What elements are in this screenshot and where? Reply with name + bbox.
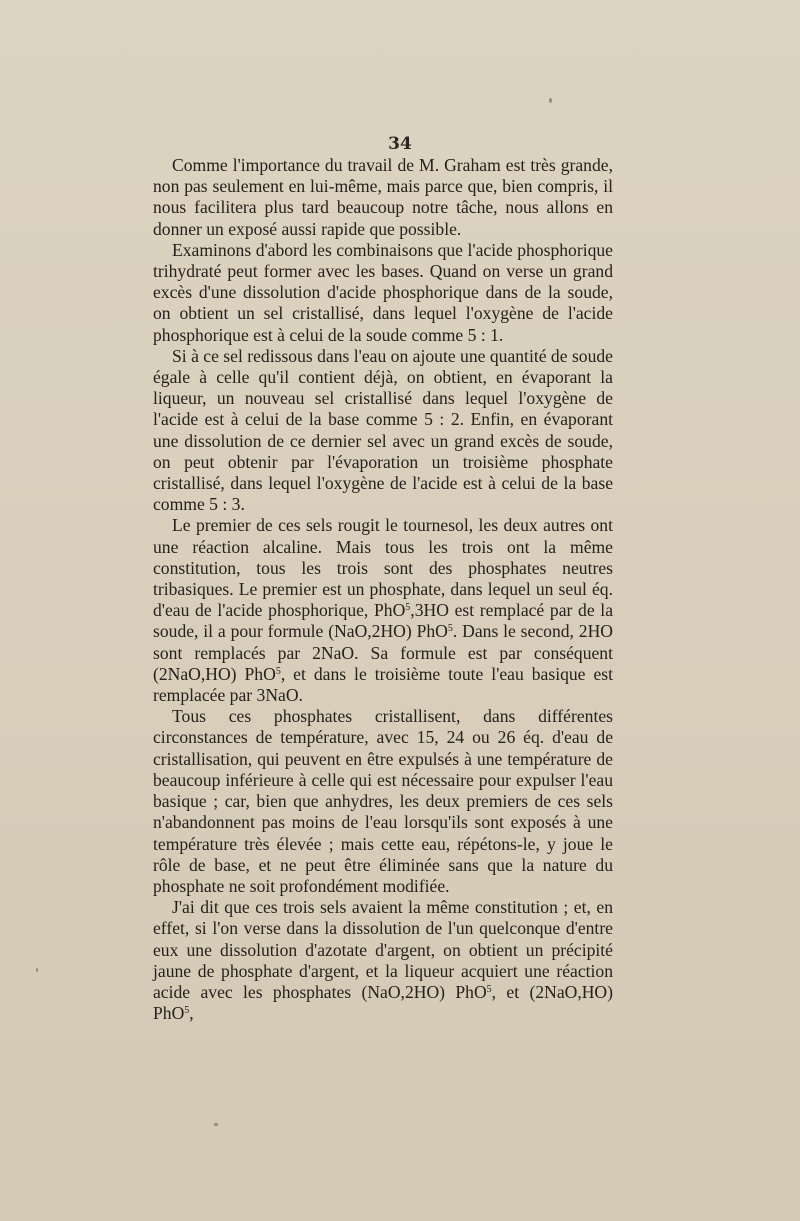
paper-speck — [549, 98, 552, 103]
paragraph-4: Le premier de ces sels rougit le tournesol, les deux autres ont une réaction alcaline. Mais tous les trois ont la même constitution, tous les trois sont des phosphates neutres tribasiques. Le premier est un phosphate, dans lequel un seul éq. d'eau de l'acide phosphorique, PhO$^5$,3HO est remplacé par de la soude, il a pour formule (NaO,2HO) PhO$^5$. Dans le second, 2HO sont remplacés par 2NaO. Sa formule est par conséquent (2NaO,HO) PhO$^5$, et dans le troisième toute l'eau basique est remplacée par 3NaO. — [153, 515, 614, 706]
paragraph-6: J'ai dit que ces trois sels avaient la même constitution ; et, en effet, si l'on verse dans la dissolution de l'un quelconque d'entre eux une dissolution d'azotate d'argent, on obtient un précipité jaune de phosphate d'argent, et la liqueur acquiert une réaction acide avec les phosphates (NaO,2HO) PhO$^5$, et (2NaO,HO) PhO$^5$, — [153, 897, 613, 1024]
paper-speck — [36, 968, 38, 972]
superscript: 5 — [275, 665, 281, 677]
paragraph-1: Comme l'importance du travail de M. Graham est très grande, non pas seulement en lui-même, mais parce que, bien compris, il nous facilitera plus tard beaucoup notre tâche, nous allons en donner un exposé aussi rapide que possible. — [153, 155, 613, 239]
page-number: 34 — [388, 134, 412, 154]
paragraph-2: Examinons d'abord les combinaisons que l'acide phosphorique trihydraté peut former avec les bases. Quand on verse un grand excès d'une dissolution d'acide phosphorique dans de la soude, on obtient un sel cristallisé, dans lequel l'oxygène de l'acide phosphorique est à celui de la soude comme 5 : 1. — [153, 239, 613, 345]
body-text — [153, 155, 613, 1024]
superscript: 5 — [486, 983, 492, 995]
superscript: 5 — [447, 623, 453, 635]
superscript: 5 — [184, 1005, 190, 1017]
paragraph-5: Tous ces phosphates cristallisent, dans différentes circonstances de température, avec 15, 24 ou 26 éq. d'eau de cristallisation, qui peuvent en être expulsés à une température de beaucoup inférieure à celle qui est nécessaire pour expulser l'eau basique ; car, bien que anhydres, les deux premiers de ces sels n'abandonnent pas moins de l'eau lorsqu'ils sont exposés à une température très élevée ; mais cette eau, répétons-le, y joue le rôle de base, et ne peut être éliminée sans que la nature du phosphate ne soit profondément modifiée. — [153, 706, 613, 896]
paragraph-3: Si à ce sel redissous dans l'eau on ajoute une quantité de soude égale à celle qu'il contient déjà, on obtient, en évaporant la liqueur, un nouveau sel cristallisé dans lequel l'oxygène de l'acide est à celui de la base comme 5 : 2. Enfin, en évaporant une dissolution de ce dernier sel avec un grand excès de soude, on peut obtenir par l'évaporation un troisième phosphate cristallisé, dans lequel l'oxygène de l'acide est à celui de la base comme 5 : 3. — [153, 345, 613, 515]
superscript: 5 — [405, 602, 411, 614]
paper-speck — [214, 1123, 218, 1126]
